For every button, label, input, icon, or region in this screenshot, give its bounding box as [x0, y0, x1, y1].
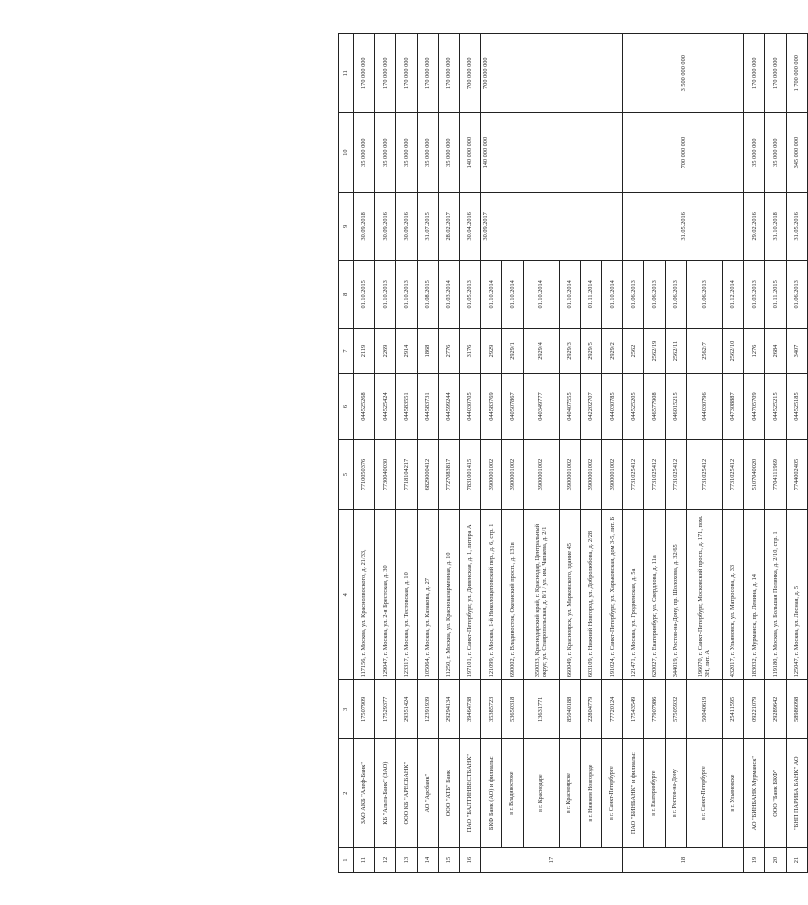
- bik: 040507867: [502, 374, 523, 440]
- ogrn: 39464738: [459, 680, 480, 739]
- branch-name: в г. Владивостоке: [502, 739, 523, 848]
- branch-name: в г. Санкт-Петербурге: [602, 739, 623, 848]
- address: 344019, г. Ростов-на-Дону, пр. Шолохова, д. 32/65: [665, 510, 686, 680]
- col-header: 7: [339, 328, 354, 373]
- license: 2562: [623, 328, 644, 373]
- row-number: 20: [765, 848, 786, 873]
- sum-col10: 140 000 000: [459, 113, 480, 192]
- inn: 7731025412: [686, 439, 722, 509]
- bik: 044583731: [417, 374, 438, 440]
- ogrn: 13631771: [523, 680, 559, 739]
- sum-col10: 345 000 000: [786, 113, 807, 192]
- bank-name: АО "БИНБАНК Мурманск": [744, 739, 765, 848]
- date-from: 01.03.2013: [744, 260, 765, 328]
- license: 2562/7: [686, 328, 722, 373]
- address: 129047, г. Москва, ул. 2-я Брестская, д. 30: [375, 510, 396, 680]
- inn: 3900001002: [502, 439, 523, 509]
- sum-col11: 170 000 000: [396, 34, 417, 113]
- ogrn: 77907986: [644, 680, 665, 739]
- ogrn: 17543549: [623, 680, 644, 739]
- ogrn: 50040619: [686, 680, 722, 739]
- date-from: 01.10.2014: [481, 260, 502, 328]
- col-header: 4: [339, 510, 354, 680]
- ogrn: 22804779: [580, 680, 601, 739]
- table-row: [481, 34, 502, 873]
- address: 11250, г. Москва, ул. Красноказарменная, д. 10: [438, 510, 459, 680]
- date-from: 01.06.2013: [786, 260, 807, 328]
- row-number: 19: [744, 848, 765, 873]
- row-number: 13: [396, 848, 417, 873]
- date-from: 01.10.2015: [354, 260, 375, 328]
- sum-col10: 35 000 000: [438, 113, 459, 192]
- branch-name: в г. Краснодаре: [523, 739, 559, 848]
- date-from: 01.10.2014: [523, 260, 559, 328]
- address: 350033, Краснодарский край, г. Краснодар, Центральный округ, ул. Ставропольская, д. 8/1 / ул. им. Чапаева, д. 2/1: [523, 510, 559, 680]
- license: 3176: [459, 328, 480, 373]
- license: 2929/1: [502, 328, 523, 373]
- inn: 7731025412: [644, 439, 665, 509]
- address: 196070, г. Санкт-Петербург, Московский просп., д. 171, пом. 3Н, лит. А: [686, 510, 722, 680]
- table-row: [438, 34, 459, 873]
- sum-col10: 35 000 000: [396, 113, 417, 192]
- bik: 046015215: [665, 374, 686, 440]
- date-from: 01.06.2013: [644, 260, 665, 328]
- bik: 044030705: [459, 374, 480, 440]
- table-row: [354, 34, 375, 873]
- inn: 3900001002: [602, 439, 623, 509]
- table-row: [765, 34, 786, 873]
- table-row: [417, 34, 438, 873]
- branch-name: в г. Екатеринбурге: [644, 739, 665, 848]
- license: 2269: [375, 328, 396, 373]
- address: 105064, г. Москва, ул. Казакова, д. 27: [417, 510, 438, 680]
- bik: 044525205: [623, 374, 644, 440]
- branch-name: в г. Нижнем Новгороде: [580, 739, 601, 848]
- col-header: 9: [339, 192, 354, 260]
- sum-col11: 170 000 000: [354, 34, 375, 113]
- date-to: 31.07.2015: [417, 192, 438, 260]
- col-header: 11: [339, 34, 354, 113]
- bik: 044525268: [354, 374, 375, 440]
- ogrn: 09221079: [744, 680, 765, 739]
- inn: 7704111969: [765, 439, 786, 509]
- branch-name: в г. Ростов-на-Дону: [665, 739, 686, 848]
- address: 121471, г. Москва, ул. Гродненская, д. 5а: [623, 510, 644, 680]
- license: 2562/10: [723, 328, 744, 373]
- inn: 7744002405: [786, 439, 807, 509]
- inn: 3900001002: [580, 439, 601, 509]
- address: 121099, г. Москва, 1-й Николощеповский пер., д. 6, стр. 1: [481, 510, 502, 680]
- date-from: 01.03.2014: [438, 260, 459, 328]
- date-to: 31.10.2018: [765, 192, 786, 260]
- date-from: 01.10.2013: [396, 260, 417, 328]
- bank-name: КБ "Альта-Банк" (ЗАО): [375, 739, 396, 848]
- row-number: 16: [459, 848, 480, 873]
- date-from: 01.06.2013: [623, 260, 644, 328]
- inn: 3900001002: [559, 439, 580, 509]
- license: 2929/2: [602, 328, 623, 373]
- address: 119180, г. Москва, ул. Большая Полянка, д. 2/10, стр. 1: [765, 510, 786, 680]
- bank-name: ООО КБ "АРЕСБАНК": [396, 739, 417, 848]
- table-row: [396, 34, 417, 873]
- date-to: 28.02.2017: [438, 192, 459, 260]
- address: 191024, г. Санкт-Петербург, ул. Харьковская, дом 3-5, лит. Б: [602, 510, 623, 680]
- row-number: 18: [623, 848, 744, 873]
- col-header: 5: [339, 439, 354, 509]
- date-from: 01.10.2014: [502, 260, 523, 328]
- address: 620027, г. Екатеринбург, ул. Свердлова, д. 11а: [644, 510, 665, 680]
- address: 123317, г. Москва, ул. Тестовская, д. 10: [396, 510, 417, 680]
- col-header: 10: [339, 113, 354, 192]
- bank-name: ООО "Банк БКФ": [765, 739, 786, 848]
- date-to: 30.09.2016: [375, 192, 396, 260]
- address: 603109, г. Нижний Новгород, ул. Добролюбова, д. 2/28: [580, 510, 601, 680]
- bik: 044583551: [396, 374, 417, 440]
- ogrn: 29289642: [765, 680, 786, 739]
- sum-col11: 170 000 000: [765, 34, 786, 113]
- sum-col11: 170 000 000: [375, 34, 396, 113]
- address: 125047, г. Москва, ул. Лесная, д. 5: [786, 510, 807, 680]
- license: 2914: [396, 328, 417, 373]
- address: 660049, г. Красноярск, ул. Марковского, здание 45: [559, 510, 580, 680]
- date-from: 01.10.2014: [602, 260, 623, 328]
- ogrn: 58986098: [786, 680, 807, 739]
- date-from: 01.10.2013: [375, 260, 396, 328]
- sum-col10: 35 000 000: [765, 113, 786, 192]
- table-row: [786, 34, 807, 873]
- date-from: 01.08.2015: [417, 260, 438, 328]
- bik: 047308887: [723, 374, 744, 440]
- inn: 7731025412: [623, 439, 644, 509]
- license: 1276: [744, 328, 765, 373]
- branch-name: в г. Санкт-Петербурге: [686, 739, 722, 848]
- bank-name: АО "Арсбанк": [417, 739, 438, 848]
- table-row: [744, 34, 765, 873]
- sum-col10: 140 000 000: [481, 113, 623, 192]
- date-to: 30.09.2016: [396, 192, 417, 260]
- inn: 7731025412: [665, 439, 686, 509]
- col-header: 2: [339, 739, 354, 848]
- ogrn: 17507909: [354, 680, 375, 739]
- bank-register-table: [338, 33, 808, 873]
- branch-name: в г. Ульяновске: [723, 739, 744, 848]
- bank-name: БКФ Банк (АО) и филиалы:: [481, 739, 502, 848]
- inn: 7831001415: [459, 439, 480, 509]
- bank-name: "БНП ПАРИБА БАНК" АО: [786, 739, 807, 848]
- sum-col10: 35 000 000: [417, 113, 438, 192]
- ogrn: 57505932: [665, 680, 686, 739]
- ogrn: 53650318: [502, 680, 523, 739]
- sum-col11: 170 000 000: [417, 34, 438, 113]
- date-to: 30.04.2016: [459, 192, 480, 260]
- col-header: 3: [339, 680, 354, 739]
- bik: 044030796: [686, 374, 722, 440]
- inn: 7718104217: [396, 439, 417, 509]
- date-to: 31.05.2016: [786, 192, 807, 260]
- inn: 5107040020: [744, 439, 765, 509]
- table-row: [623, 34, 644, 873]
- row-number: 17: [481, 848, 623, 873]
- bank-name: ПАО "БИНБАНК" и филиалы:: [623, 739, 644, 848]
- license: 2562/11: [665, 328, 686, 373]
- license: 3407: [786, 328, 807, 373]
- bik: 044599244: [438, 374, 459, 440]
- ogrn: 17529377: [375, 680, 396, 739]
- bik: 042202707: [580, 374, 601, 440]
- inn: 3900001002: [523, 439, 559, 509]
- date-from: 01.10.2014: [559, 260, 580, 328]
- row-number: 12: [375, 848, 396, 873]
- date-to: 31.05.2016: [623, 192, 744, 260]
- inn: 7727083817: [438, 439, 459, 509]
- date-to: 29.02.2016: [744, 192, 765, 260]
- sum-col10: 700 000 000: [623, 113, 744, 192]
- address: 690002, г. Владивосток, Океанский просп., д. 131в: [502, 510, 523, 680]
- bik: 044030785: [602, 374, 623, 440]
- date-from: 01.12.2014: [723, 260, 744, 328]
- rotated-register-table: [338, 33, 808, 873]
- row-number: 15: [438, 848, 459, 873]
- sum-col11: 170 000 000: [744, 34, 765, 113]
- inn: 7730040030: [375, 439, 396, 509]
- inn: 3900001002: [481, 439, 502, 509]
- branch-name: в г. Красноярске: [559, 739, 580, 848]
- date-to: 30.09.2017: [481, 192, 623, 260]
- ogrn: 29294134: [438, 680, 459, 739]
- inn: 6829000412: [417, 439, 438, 509]
- bik: 046577908: [644, 374, 665, 440]
- inn: 7731025412: [723, 439, 744, 509]
- ogrn: 35385723: [481, 680, 502, 739]
- bank-name: ПАО "БАЛТИНВЕСТБАНК": [459, 739, 480, 848]
- license: 2929/3: [559, 328, 580, 373]
- ogrn: 25411595: [723, 680, 744, 739]
- sum-col11: 700 000 000: [459, 34, 480, 113]
- address: 183032, г. Мурманск, пр. Ленина, д. 14: [744, 510, 765, 680]
- date-from: 01.11.2014: [580, 260, 601, 328]
- license: 2929/4: [523, 328, 559, 373]
- ogrn: 12391939: [417, 680, 438, 739]
- sum-col10: 35 000 000: [375, 113, 396, 192]
- address: 432017, г. Ульяновск, ул. Матросова, д. 33: [723, 510, 744, 680]
- bank-name: ООО "АТБ" Банк: [438, 739, 459, 848]
- bik: 044583769: [481, 374, 502, 440]
- date-to: 30.09.2018: [354, 192, 375, 260]
- row-number: 14: [417, 848, 438, 873]
- sum-col10: 35 000 000: [744, 113, 765, 192]
- ogrn: 85040188: [559, 680, 580, 739]
- sum-col10: 35 000 000: [354, 113, 375, 192]
- col-header: 6: [339, 374, 354, 440]
- column-number-row: [339, 34, 354, 873]
- license: 2684: [765, 328, 786, 373]
- license: 2119: [354, 328, 375, 373]
- row-number: 21: [786, 848, 807, 873]
- license: 2929/5: [580, 328, 601, 373]
- sum-col11: 3 500 000 000: [623, 34, 744, 113]
- bik: 044525185: [786, 374, 807, 440]
- license: 1868: [417, 328, 438, 373]
- ogrn: 77720124: [602, 680, 623, 739]
- inn: 7710050376: [354, 439, 375, 509]
- date-from: 01.06.2013: [686, 260, 722, 328]
- sum-col11: 700 000 000: [481, 34, 623, 113]
- bank-name: ЗАО АКБ "Алеф-Банк": [354, 739, 375, 848]
- table-row: [459, 34, 480, 873]
- col-header: 1: [339, 848, 354, 873]
- table-row: [375, 34, 396, 873]
- license: 2562/19: [644, 328, 665, 373]
- sum-col11: 1 700 000 000: [786, 34, 807, 113]
- bik: 044705709: [744, 374, 765, 440]
- col-header: 8: [339, 260, 354, 328]
- bik: 040349777: [523, 374, 559, 440]
- bik: 044525424: [375, 374, 396, 440]
- bik: 044525215: [765, 374, 786, 440]
- bik: 040407555: [559, 374, 580, 440]
- license: 2776: [438, 328, 459, 373]
- license: 2929: [481, 328, 502, 373]
- address: 197101, г. Санкт-Петербург, ул. Дивенская, д. 1, литера А: [459, 510, 480, 680]
- table-body: [354, 34, 808, 873]
- date-from: 01.11.2015: [765, 260, 786, 328]
- date-from: 01.05.2013: [459, 260, 480, 328]
- ogrn: 29351424: [396, 680, 417, 739]
- sum-col11: 170 000 000: [438, 34, 459, 113]
- row-number: 11: [354, 848, 375, 873]
- date-from: 01.06.2013: [665, 260, 686, 328]
- address: 117156, г. Москва, ул. Краснолвоского, д. 21/33,: [354, 510, 375, 680]
